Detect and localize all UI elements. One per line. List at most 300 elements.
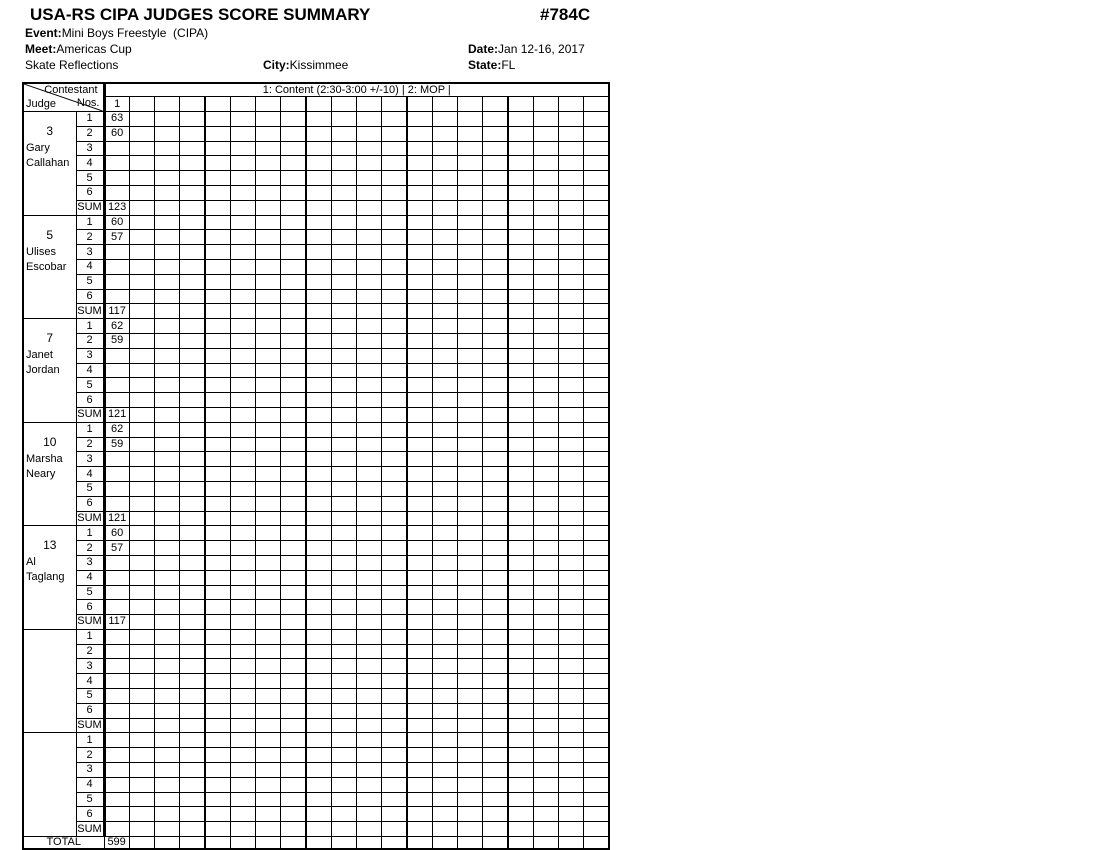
- score-cell: [508, 363, 533, 378]
- score-cell: [458, 629, 483, 644]
- sum-value-cell: [155, 615, 180, 630]
- score-cell: [306, 156, 331, 171]
- score-cell: [584, 215, 609, 230]
- sum-value-cell: [407, 511, 432, 526]
- total-value-cell: [331, 837, 356, 850]
- score-cell: [559, 674, 584, 689]
- sum-value-cell: [382, 718, 407, 733]
- score-cell: [357, 215, 382, 230]
- score-cell: [155, 245, 180, 260]
- score-cell: [281, 185, 306, 200]
- sum-value-cell: [407, 615, 432, 630]
- score-cell: [306, 570, 331, 585]
- score-cell: [306, 807, 331, 822]
- score-cell: [407, 319, 432, 334]
- score-cell: [407, 555, 432, 570]
- score-cell: [382, 141, 407, 156]
- score-cell: [205, 733, 230, 748]
- score-cell: [559, 689, 584, 704]
- sum-value-cell: [483, 200, 508, 215]
- score-cell: [533, 555, 558, 570]
- score-cell: [483, 703, 508, 718]
- score-cell: [458, 363, 483, 378]
- score-cell: [129, 422, 154, 437]
- score-cell: [357, 807, 382, 822]
- score-cell: [230, 541, 255, 556]
- score-cell: [432, 526, 457, 541]
- score-cell: [205, 689, 230, 704]
- score-cell: [155, 807, 180, 822]
- corner-cell: [23, 83, 104, 112]
- score-cell: [256, 777, 281, 792]
- event-value: Mini Boys Freestyle (CIPA): [61, 26, 209, 40]
- sum-value-cell: [180, 822, 205, 837]
- score-cell: [559, 437, 584, 452]
- score-cell: [357, 422, 382, 437]
- total-value-cell: [382, 837, 407, 850]
- sum-value-cell: [533, 615, 558, 630]
- score-cell: [483, 333, 508, 348]
- score-cell: [382, 570, 407, 585]
- sum-value-cell: [155, 200, 180, 215]
- score-cell: [104, 274, 129, 289]
- row-label-cell: 4: [76, 777, 104, 792]
- contestant-number-cell: [230, 97, 255, 112]
- sum-value-cell: [533, 200, 558, 215]
- score-cell: [104, 585, 129, 600]
- score-cell: [508, 555, 533, 570]
- score-cell: [559, 629, 584, 644]
- score-cell: [129, 112, 154, 127]
- score-cell: [331, 467, 356, 482]
- score-cell: [432, 659, 457, 674]
- score-cell: [256, 230, 281, 245]
- score-cell: [458, 777, 483, 792]
- score-cell: [331, 689, 356, 704]
- score-cell: [230, 526, 255, 541]
- score-cell: [432, 452, 457, 467]
- score-cell: [559, 393, 584, 408]
- score-cell: [584, 467, 609, 482]
- score-cell: [357, 348, 382, 363]
- sum-value-cell: [382, 200, 407, 215]
- score-cell: [180, 763, 205, 778]
- score-cell: [559, 348, 584, 363]
- score-cell: [382, 215, 407, 230]
- score-cell: [432, 185, 457, 200]
- score-cell: [230, 437, 255, 452]
- score-cell: [306, 348, 331, 363]
- contestant-number-cell: [458, 97, 483, 112]
- score-cell: [533, 348, 558, 363]
- score-cell: [357, 156, 382, 171]
- score-cell: [382, 541, 407, 556]
- score-cell: [559, 171, 584, 186]
- score-cell: [180, 600, 205, 615]
- city-value: Kissimmee: [289, 58, 349, 72]
- score-cell: [306, 422, 331, 437]
- score-cell: [256, 274, 281, 289]
- score-cell: [331, 112, 356, 127]
- score-cell: [533, 659, 558, 674]
- sum-value-cell: [382, 822, 407, 837]
- score-cell: [281, 112, 306, 127]
- score-cell: [281, 555, 306, 570]
- score-cell: [357, 703, 382, 718]
- score-cell: [230, 659, 255, 674]
- score-cell: [205, 763, 230, 778]
- score-cell: [281, 629, 306, 644]
- score-cell: [129, 703, 154, 718]
- score-cell: [584, 393, 609, 408]
- judge-number: 13: [43, 538, 57, 553]
- score-cell: [155, 185, 180, 200]
- score-cell: [508, 733, 533, 748]
- sum-value-cell: [256, 200, 281, 215]
- sum-value-cell: 121: [104, 511, 129, 526]
- score-cell: [458, 289, 483, 304]
- score-cell: [230, 259, 255, 274]
- score-cell: [306, 763, 331, 778]
- score-cell: [230, 644, 255, 659]
- score-cell: [533, 541, 558, 556]
- score-cell: [331, 777, 356, 792]
- sum-value-cell: [155, 511, 180, 526]
- score-cell: [432, 481, 457, 496]
- score-cell: [357, 570, 382, 585]
- score-cell: [281, 230, 306, 245]
- score-cell: [306, 230, 331, 245]
- score-cell: [458, 156, 483, 171]
- score-cell: [180, 555, 205, 570]
- score-cell: [533, 259, 558, 274]
- score-cell: [533, 792, 558, 807]
- judge-cell: [23, 629, 76, 733]
- score-cell: 60: [104, 215, 129, 230]
- score-cell: [129, 792, 154, 807]
- score-cell: [230, 215, 255, 230]
- score-cell: [432, 644, 457, 659]
- score-cell: [230, 703, 255, 718]
- score-cell: [458, 437, 483, 452]
- score-cell: [155, 289, 180, 304]
- score-cell: [230, 629, 255, 644]
- score-cell: [256, 126, 281, 141]
- score-cell: [129, 245, 154, 260]
- score-cell: [104, 185, 129, 200]
- score-cell: [483, 393, 508, 408]
- score-cell: [205, 112, 230, 127]
- score-cell: [357, 689, 382, 704]
- score-cell: [230, 467, 255, 482]
- score-cell: [104, 363, 129, 378]
- score-cell: [382, 526, 407, 541]
- sum-value-cell: [483, 407, 508, 422]
- sum-value-cell: [382, 407, 407, 422]
- score-cell: [382, 703, 407, 718]
- sum-value-cell: [306, 511, 331, 526]
- score-cell: [407, 141, 432, 156]
- score-cell: [331, 703, 356, 718]
- score-cell: [533, 644, 558, 659]
- score-cell: [230, 422, 255, 437]
- score-cell: [407, 378, 432, 393]
- score-cell: [256, 141, 281, 156]
- score-cell: [407, 230, 432, 245]
- score-cell: [382, 467, 407, 482]
- sum-value-cell: [155, 304, 180, 319]
- row-label-cell: 6: [76, 393, 104, 408]
- score-cell: [306, 555, 331, 570]
- score-cell: [306, 126, 331, 141]
- score-cell: [382, 777, 407, 792]
- score-cell: [407, 703, 432, 718]
- score-cell: [407, 526, 432, 541]
- score-cell: [407, 363, 432, 378]
- judge-name-line: Janet: [26, 349, 53, 362]
- score-cell: [508, 378, 533, 393]
- score-cell: [559, 703, 584, 718]
- score-cell: [533, 689, 558, 704]
- sum-value-cell: [331, 822, 356, 837]
- score-cell: 60: [104, 126, 129, 141]
- score-cell: [584, 259, 609, 274]
- score-cell: [230, 600, 255, 615]
- score-cell: [331, 215, 356, 230]
- score-cell: [306, 481, 331, 496]
- score-cell: [256, 541, 281, 556]
- score-cell: [205, 600, 230, 615]
- sum-value-cell: [281, 407, 306, 422]
- score-cell: [331, 748, 356, 763]
- score-cell: [508, 452, 533, 467]
- score-cell: [483, 452, 508, 467]
- score-cell: [104, 689, 129, 704]
- sum-value-cell: [281, 718, 306, 733]
- score-cell: [180, 526, 205, 541]
- score-cell: [129, 541, 154, 556]
- score-cell: [508, 585, 533, 600]
- contestant-number-cell: [584, 97, 609, 112]
- score-cell: [584, 792, 609, 807]
- sum-value-cell: [559, 200, 584, 215]
- sum-value-cell: [559, 822, 584, 837]
- score-cell: [533, 585, 558, 600]
- score-cell: [483, 585, 508, 600]
- corner-judge-label: Judge: [26, 98, 56, 110]
- score-cell: [155, 126, 180, 141]
- row-label-cell: 2: [76, 541, 104, 556]
- score-cell: [230, 792, 255, 807]
- score-cell: [129, 333, 154, 348]
- sum-value-cell: [407, 718, 432, 733]
- sum-value-cell: [458, 304, 483, 319]
- sum-value-cell: [432, 304, 457, 319]
- judge-cell: [23, 733, 76, 837]
- score-cell: [256, 185, 281, 200]
- score-cell: [256, 689, 281, 704]
- score-cell: [357, 230, 382, 245]
- score-cell: [533, 481, 558, 496]
- score-cell: [331, 807, 356, 822]
- score-cell: [432, 703, 457, 718]
- score-cell: [407, 156, 432, 171]
- sum-value-cell: [584, 615, 609, 630]
- score-cell: [559, 763, 584, 778]
- score-cell: [432, 570, 457, 585]
- score-cell: [533, 733, 558, 748]
- score-cell: [533, 319, 558, 334]
- sum-value-cell: [508, 304, 533, 319]
- score-cell: [180, 126, 205, 141]
- score-cell: [129, 141, 154, 156]
- score-cell: [508, 185, 533, 200]
- score-cell: [155, 792, 180, 807]
- score-cell: [458, 644, 483, 659]
- total-value-cell: [230, 837, 255, 850]
- score-cell: [458, 171, 483, 186]
- score-cell: [129, 259, 154, 274]
- score-cell: [331, 585, 356, 600]
- score-cell: [533, 496, 558, 511]
- score-cell: [382, 333, 407, 348]
- score-cell: [432, 393, 457, 408]
- score-cell: [382, 659, 407, 674]
- score-cell: [256, 792, 281, 807]
- score-cell: [155, 333, 180, 348]
- score-cell: [508, 274, 533, 289]
- score-cell: [533, 526, 558, 541]
- score-cell: [129, 674, 154, 689]
- score-cell: [382, 585, 407, 600]
- row-label-cell: 3: [76, 452, 104, 467]
- score-cell: [508, 230, 533, 245]
- score-cell: [129, 215, 154, 230]
- score-cell: [483, 689, 508, 704]
- score-cell: [205, 703, 230, 718]
- score-cell: [382, 363, 407, 378]
- row-label-cell: 6: [76, 289, 104, 304]
- score-cell: [533, 230, 558, 245]
- score-cell: [155, 629, 180, 644]
- judge-cell: [23, 215, 76, 319]
- score-cell: [281, 585, 306, 600]
- score-cell: [331, 541, 356, 556]
- score-cell: [382, 112, 407, 127]
- score-cell: [205, 274, 230, 289]
- score-cell: [230, 496, 255, 511]
- city-line: [263, 58, 348, 72]
- score-cell: [407, 748, 432, 763]
- score-cell: [281, 763, 306, 778]
- score-cell: [281, 422, 306, 437]
- score-cell: [559, 245, 584, 260]
- sum-value-cell: [256, 615, 281, 630]
- sum-value-cell: [281, 200, 306, 215]
- score-cell: [104, 600, 129, 615]
- judge-number: 10: [43, 434, 57, 449]
- score-cell: [205, 555, 230, 570]
- sum-value-cell: [458, 822, 483, 837]
- score-cell: [281, 777, 306, 792]
- score-cell: [584, 437, 609, 452]
- score-cell: [180, 570, 205, 585]
- contestant-number-cell: [407, 97, 432, 112]
- sum-value-cell: [331, 511, 356, 526]
- score-cell: [584, 112, 609, 127]
- score-cell: [256, 585, 281, 600]
- sum-value-cell: [205, 615, 230, 630]
- score-cell: [458, 792, 483, 807]
- score-cell: [432, 748, 457, 763]
- row-label-cell: 1: [76, 112, 104, 127]
- score-cell: [357, 437, 382, 452]
- sum-value-cell: [331, 718, 356, 733]
- score-cell: [483, 185, 508, 200]
- sum-value-cell: [230, 511, 255, 526]
- score-cell: [458, 689, 483, 704]
- score-cell: [559, 807, 584, 822]
- score-cell: [230, 112, 255, 127]
- score-cell: [432, 792, 457, 807]
- score-cell: [533, 703, 558, 718]
- score-cell: [180, 659, 205, 674]
- score-cell: [180, 378, 205, 393]
- contestant-number-cell: [205, 97, 230, 112]
- score-cell: [205, 526, 230, 541]
- score-cell: [306, 171, 331, 186]
- score-cell: [559, 126, 584, 141]
- score-cell: [508, 112, 533, 127]
- judge-name-line: Gary: [26, 142, 50, 154]
- score-cell: [458, 555, 483, 570]
- score-cell: [306, 659, 331, 674]
- score-cell: [230, 689, 255, 704]
- score-cell: [331, 526, 356, 541]
- score-cell: [382, 629, 407, 644]
- score-cell: [180, 467, 205, 482]
- score-cell: [483, 319, 508, 334]
- row-label-cell: SUM: [76, 304, 104, 319]
- score-cell: [458, 748, 483, 763]
- score-cell: [281, 378, 306, 393]
- score-cell: [533, 807, 558, 822]
- score-cell: [432, 230, 457, 245]
- sum-value-cell: [180, 511, 205, 526]
- score-cell: [483, 141, 508, 156]
- score-cell: [306, 703, 331, 718]
- score-cell: [584, 289, 609, 304]
- row-label-cell: 3: [76, 348, 104, 363]
- score-cell: [559, 319, 584, 334]
- score-cell: [357, 319, 382, 334]
- total-value-cell: [256, 837, 281, 850]
- sum-value-cell: [180, 718, 205, 733]
- score-cell: [155, 763, 180, 778]
- sum-value-cell: [407, 304, 432, 319]
- score-cell: [331, 126, 356, 141]
- score-cell: [155, 585, 180, 600]
- score-cell: [155, 600, 180, 615]
- state-value: FL: [501, 58, 516, 72]
- score-cell: [155, 467, 180, 482]
- contestant-number-cell: [129, 97, 154, 112]
- sum-value-cell: [584, 304, 609, 319]
- score-cell: [180, 629, 205, 644]
- score-cell: [205, 348, 230, 363]
- score-cell: [306, 496, 331, 511]
- score-cell: [483, 348, 508, 363]
